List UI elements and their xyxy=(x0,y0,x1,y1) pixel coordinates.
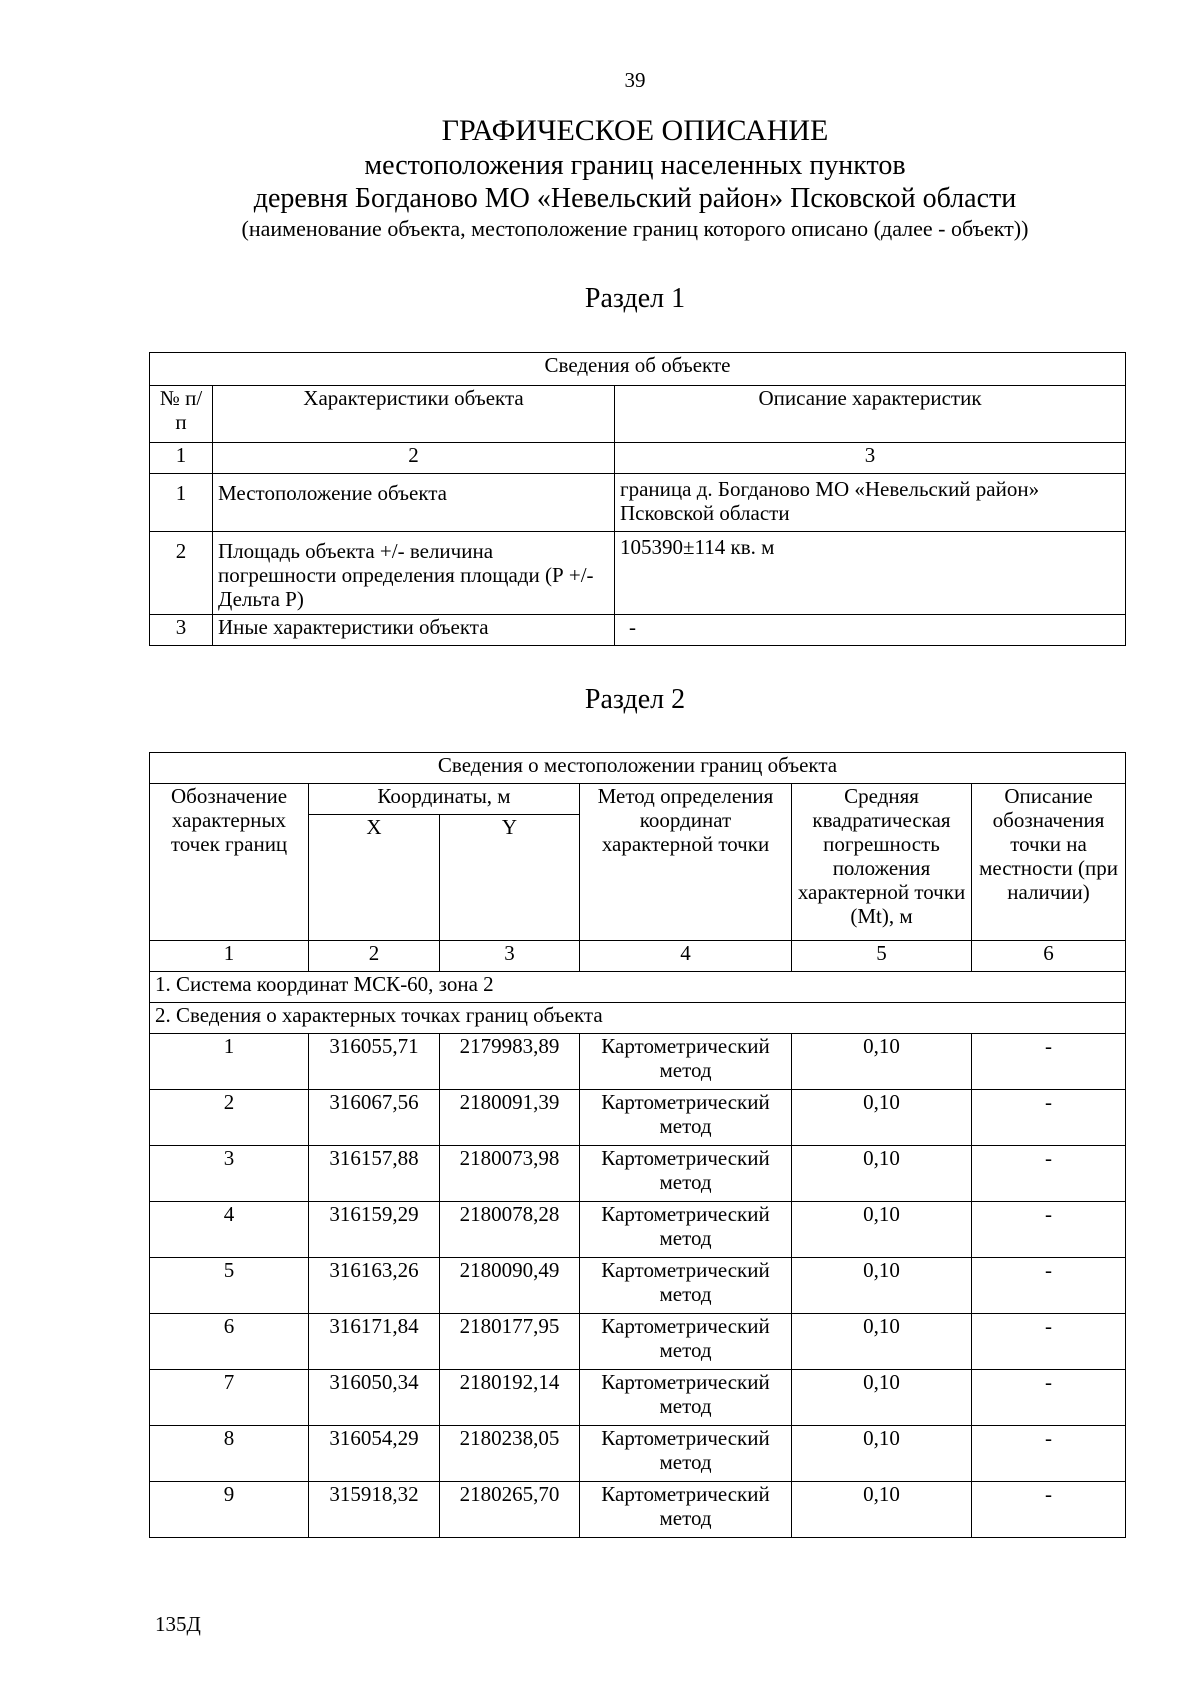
header-cell: Характеристики объекта xyxy=(213,386,615,443)
table-row xyxy=(150,615,1126,646)
characteristic-value: граница д. Богданово МО «Невельский район» Псковской области xyxy=(615,474,1126,532)
table-row xyxy=(150,1258,1126,1314)
object-info-table xyxy=(149,352,1126,646)
characteristic-name: Местоположение объекта xyxy=(213,474,615,532)
header-cell: № п/п xyxy=(150,386,213,443)
column-number: 5 xyxy=(792,941,972,972)
coord-y: 2180265,70 xyxy=(440,1482,580,1538)
method: Картометрический метод xyxy=(580,1258,792,1314)
footer-code: 135Д xyxy=(155,1612,201,1636)
column-number: 3 xyxy=(440,941,580,972)
column-number: 1 xyxy=(150,443,213,474)
coord-y: 2180073,98 xyxy=(440,1146,580,1202)
characteristic-name: Иные характеристики объекта xyxy=(213,615,615,646)
document-title: ГРАФИЧЕСКОЕ ОПИСАНИЕ xyxy=(441,114,829,147)
table-row xyxy=(150,1202,1126,1258)
header-description: Описание обозначения точки на местности (при наличии) xyxy=(972,784,1126,941)
point-id: 4 xyxy=(150,1202,309,1258)
method: Картометрический метод xyxy=(580,1426,792,1482)
point-id: 9 xyxy=(150,1482,309,1538)
page-number: 39 xyxy=(624,68,646,92)
coord-x: 316163,26 xyxy=(309,1258,440,1314)
table-row xyxy=(150,1090,1126,1146)
header-x: X xyxy=(309,815,440,941)
table-row xyxy=(150,1426,1126,1482)
header-error: Средняя квадратическая погрешность положения характерной точки (Mt), м xyxy=(792,784,972,941)
table-row xyxy=(150,1314,1126,1370)
error: 0,10 xyxy=(792,1314,972,1370)
point-id: 2 xyxy=(150,1090,309,1146)
coord-y: 2180091,39 xyxy=(440,1090,580,1146)
method: Картометрический метод xyxy=(580,1034,792,1090)
description: - xyxy=(972,1258,1126,1314)
point-id: 5 xyxy=(150,1258,309,1314)
coord-x: 316067,56 xyxy=(309,1090,440,1146)
coord-y: 2180090,49 xyxy=(440,1258,580,1314)
coord-x: 316159,29 xyxy=(309,1202,440,1258)
method: Картометрический метод xyxy=(580,1314,792,1370)
description: - xyxy=(972,1370,1126,1426)
description: - xyxy=(972,1426,1126,1482)
document-header xyxy=(0,112,1200,243)
points-caption: 2. Сведения о характерных точках границ объекта xyxy=(150,1003,1126,1034)
point-id: 6 xyxy=(150,1314,309,1370)
section1-title: Раздел 1 xyxy=(584,283,686,314)
coord-x: 316157,88 xyxy=(309,1146,440,1202)
method: Картометрический метод xyxy=(580,1482,792,1538)
coord-x: 316171,84 xyxy=(309,1314,440,1370)
description: - xyxy=(972,1090,1126,1146)
row-number: 2 xyxy=(150,532,213,615)
characteristic-value: - xyxy=(615,615,1126,646)
row-number: 3 xyxy=(150,615,213,646)
description: - xyxy=(972,1314,1126,1370)
point-id: 7 xyxy=(150,1370,309,1426)
table-row xyxy=(150,532,1126,615)
coord-x: 316054,29 xyxy=(309,1426,440,1482)
object-note: (наименование объекта, местоположение границ которого описано (далее - объект)) xyxy=(241,216,1029,241)
header-coords: Координаты, м xyxy=(309,784,580,815)
header-y: Y xyxy=(440,815,580,941)
characteristic-name: Площадь объекта +/- величина погрешности определения площади (Р +/- Дельта Р) xyxy=(213,532,615,615)
description: - xyxy=(972,1034,1126,1090)
coord-x: 316055,71 xyxy=(309,1034,440,1090)
error: 0,10 xyxy=(792,1202,972,1258)
coord-system: 1. Система координат МСК-60, зона 2 xyxy=(150,972,1126,1003)
description: - xyxy=(972,1146,1126,1202)
description: - xyxy=(972,1202,1126,1258)
method: Картометрический метод xyxy=(580,1146,792,1202)
method: Картометрический метод xyxy=(580,1202,792,1258)
point-id: 8 xyxy=(150,1426,309,1482)
header-method: Метод определения координат характерной точки xyxy=(580,784,792,941)
header-cell: Описание характеристик xyxy=(615,386,1126,443)
characteristic-value: 105390±114 кв. м xyxy=(615,532,1126,615)
object-name: деревня Богданово МО «Невельский район» Псковской области xyxy=(253,183,1017,214)
point-id: 1 xyxy=(150,1034,309,1090)
table-caption: Сведения об объекте xyxy=(150,353,1126,386)
column-number: 1 xyxy=(150,941,309,972)
boundary-points-table xyxy=(149,752,1126,1538)
row-number: 1 xyxy=(150,474,213,532)
point-id: 3 xyxy=(150,1146,309,1202)
coord-y: 2180238,05 xyxy=(440,1426,580,1482)
header-point: Обозначение характерных точек границ xyxy=(150,784,309,941)
table-row xyxy=(150,1482,1126,1538)
table-row xyxy=(150,474,1126,532)
method: Картометрический метод xyxy=(580,1370,792,1426)
error: 0,10 xyxy=(792,1090,972,1146)
error: 0,10 xyxy=(792,1146,972,1202)
coord-x: 316050,34 xyxy=(309,1370,440,1426)
coord-y: 2179983,89 xyxy=(440,1034,580,1090)
table-row xyxy=(150,1146,1126,1202)
table-row xyxy=(150,1034,1126,1090)
column-number: 3 xyxy=(615,443,1126,474)
document-subtitle: местоположения границ населенных пунктов xyxy=(364,150,906,181)
coord-y: 2180078,28 xyxy=(440,1202,580,1258)
column-number: 6 xyxy=(972,941,1126,972)
column-number: 2 xyxy=(213,443,615,474)
coord-x: 315918,32 xyxy=(309,1482,440,1538)
column-number: 2 xyxy=(309,941,440,972)
error: 0,10 xyxy=(792,1370,972,1426)
column-number: 4 xyxy=(580,941,792,972)
table-row xyxy=(150,1370,1126,1426)
table-caption: Сведения о местоположении границ объекта xyxy=(150,753,1126,784)
error: 0,10 xyxy=(792,1258,972,1314)
error: 0,10 xyxy=(792,1426,972,1482)
error: 0,10 xyxy=(792,1482,972,1538)
method: Картометрический метод xyxy=(580,1090,792,1146)
description: - xyxy=(972,1482,1126,1538)
section2-title: Раздел 2 xyxy=(584,684,686,715)
error: 0,10 xyxy=(792,1034,972,1090)
coord-y: 2180192,14 xyxy=(440,1370,580,1426)
coord-y: 2180177,95 xyxy=(440,1314,580,1370)
